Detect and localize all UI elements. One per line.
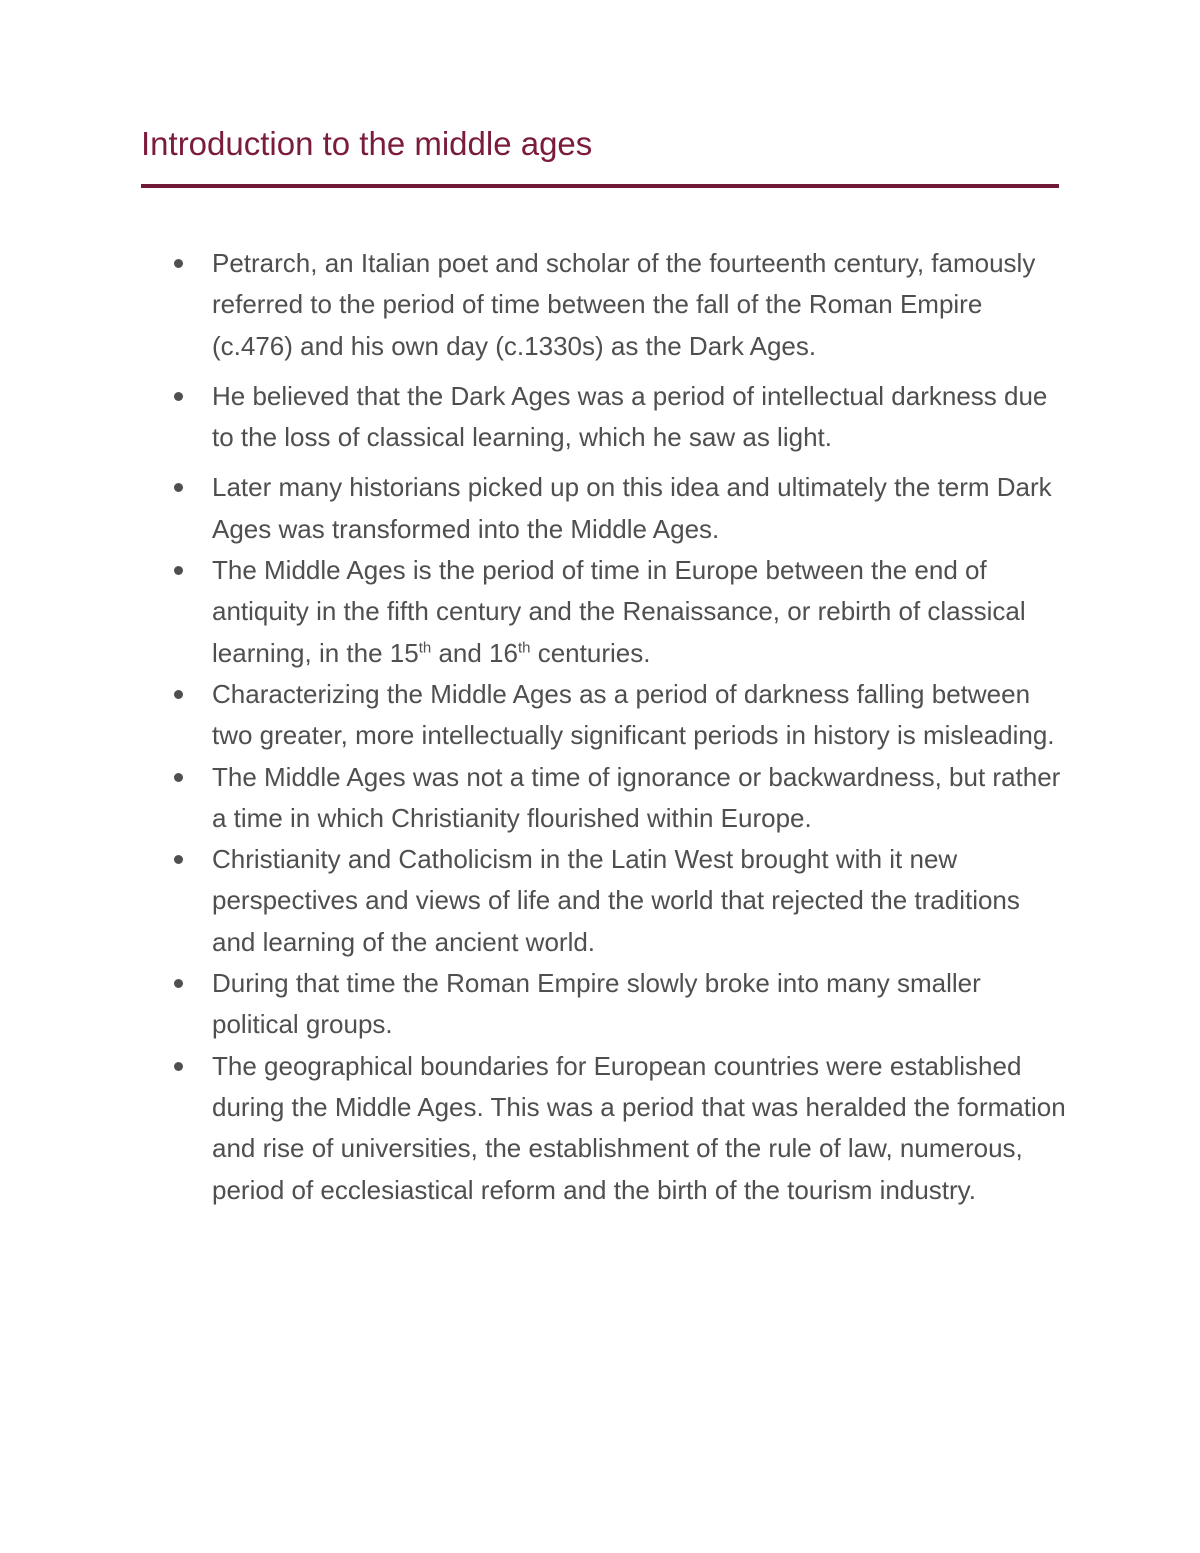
bullet-text: He believed that the Dark Ages was a period of intellectual darkness due to the loss of classical learning, which he saw as light. [212, 380, 1048, 453]
bullet-dot-icon [174, 483, 183, 492]
bullet-list [166, 243, 1066, 1211]
bullet-text: The geographical boundaries for European countries were established during the Middle Ages. This was a period that was heralded the formation and rise of universities, the establishment of the rule of law, numerous, period of ecclesiastical reform and the birth of the tourism industry. [212, 1050, 1066, 1205]
ordinal-superscript: th [418, 639, 432, 657]
bullet-text: Christianity and Catholicism in the Latin West brought with it new perspectives and views of life and the world that rejected the traditions and learning of the ancient world. [212, 844, 1020, 957]
bullet-dot-icon [174, 566, 183, 575]
bullet-item [166, 674, 1066, 757]
bullet-text [212, 555, 1026, 668]
bullet-text: Characterizing the Middle Ages as a period of darkness falling between two greater, more intellectually significant periods in history is misleading. [212, 678, 1055, 751]
bullet-item [166, 467, 1066, 550]
ordinal-superscript: th [517, 639, 531, 657]
bullet-text: The Middle Ages was not a time of ignorance or backwardness, but rather a time in which Christianity flourished within Europe. [212, 761, 1061, 833]
bullet-text: Later many historians picked up on this idea and ultimately the term Dark Ages was transformed into the Middle Ages. [212, 472, 1052, 544]
page-title: Introduction to the middle ages [141, 125, 593, 162]
bullet-dot-icon [174, 1062, 183, 1071]
bullet-text-part: centuries. [530, 637, 651, 668]
bullet-item [166, 757, 1066, 840]
bullet-item [166, 243, 1066, 367]
bullet-item [166, 376, 1066, 459]
bullet-text: During that time the Roman Empire slowly broke into many smaller political groups. [212, 968, 981, 1040]
bullet-text: Petrarch, an Italian poet and scholar of the fourteenth century, famously referred to the period of time between the fall of the Roman Empire (c.476) and his own day (c.1330s) as the Dark Ages. [212, 248, 1036, 361]
bullet-item [166, 963, 1066, 1046]
bullet-dot-icon [174, 979, 183, 988]
bullet-dot-icon [174, 392, 183, 401]
bullet-item [166, 550, 1066, 674]
bullet-dot-icon [174, 855, 183, 864]
bullet-item [166, 839, 1066, 963]
bullet-text-part: and 16 [431, 637, 518, 668]
bullet-text-part: The Middle Ages is the period of time in Europe between the end of antiquity in the fifth century and the Renaissance, or rebirth of classical learning, in the 15 [212, 555, 1026, 668]
bullet-dot-icon [174, 773, 183, 782]
bullet-dot-icon [174, 690, 183, 699]
bullet-dot-icon [174, 259, 183, 268]
bullet-item [166, 1046, 1066, 1211]
title-divider [141, 184, 1059, 188]
